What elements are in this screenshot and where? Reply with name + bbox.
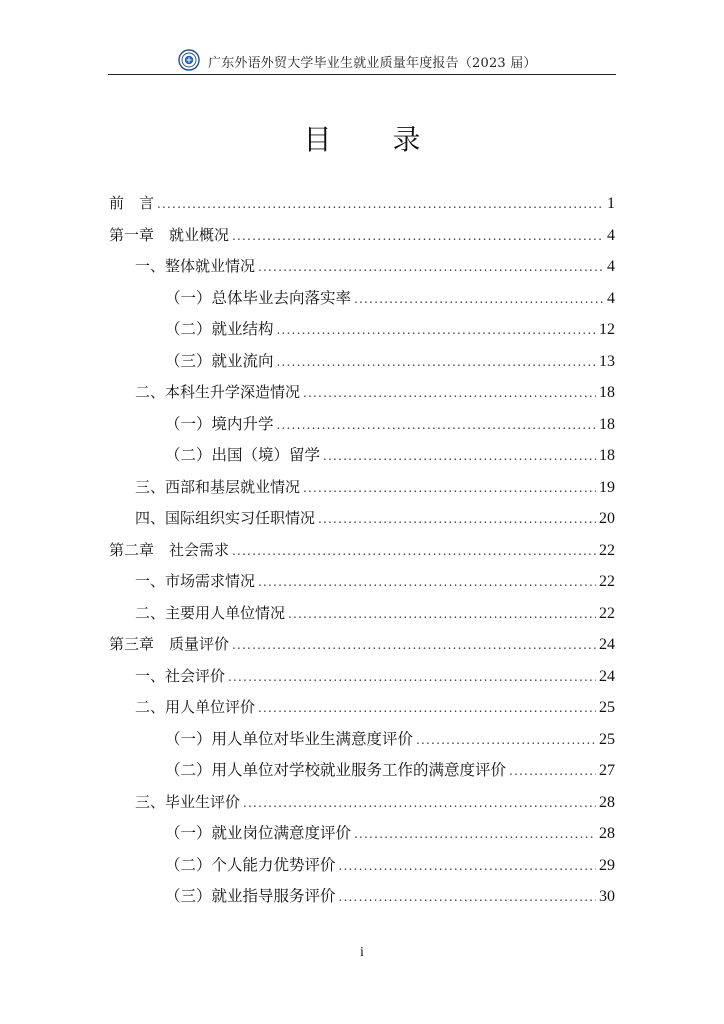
toc-dot-leader	[339, 882, 596, 914]
toc-entry-title: （二）用人单位对学校就业服务工作的满意度评价	[165, 761, 507, 779]
toc-dot-leader	[228, 662, 596, 694]
toc-entry[interactable]	[109, 314, 615, 346]
toc-entry-title: （二）就业结构	[165, 320, 274, 338]
toc-entry-title: （三）就业指导服务评价	[165, 887, 336, 905]
toc-entry-title: 二、本科生升学深造情况	[135, 383, 301, 401]
toc-entry-page: 25	[599, 699, 615, 716]
toc-entry-page: 18	[599, 384, 615, 401]
toc-entry-page: 1	[607, 195, 615, 212]
toc-entry[interactable]	[109, 440, 615, 472]
toc-entry[interactable]	[109, 598, 615, 630]
toc-dot-leader	[277, 315, 596, 347]
toc-entry[interactable]	[109, 283, 615, 315]
toc-dot-leader	[243, 788, 596, 820]
header-title: 广东外语外贸大学毕业生就业质量年度报告（2023 届）	[208, 56, 537, 71]
toc-entry[interactable]	[109, 220, 615, 252]
toc-entry-title: （二）出国（境）留学	[165, 446, 321, 464]
toc-dot-leader	[323, 441, 596, 473]
toc-entry-page: 24	[599, 636, 615, 653]
toc-entry-page: 22	[599, 604, 615, 622]
toc-dot-leader	[232, 221, 604, 253]
toc-entry[interactable]	[109, 661, 615, 693]
toc-entry-page: 4	[607, 226, 615, 244]
toc-dot-leader	[277, 410, 596, 442]
toc-entry-page: 28	[599, 825, 615, 842]
toc-dot-leader	[354, 284, 604, 316]
toc-dot-leader	[509, 756, 596, 788]
toc-dot-leader	[288, 599, 596, 631]
toc-entry[interactable]	[109, 755, 615, 787]
toc-entry-title: （一）总体毕业去向落实率	[165, 288, 352, 307]
toc-entry-page: 28	[599, 793, 615, 811]
toc-entry-page: 22	[599, 541, 615, 559]
toc-entry-page: 24	[599, 667, 615, 685]
toc-dot-leader	[303, 473, 596, 505]
toc-dot-leader	[258, 567, 596, 599]
toc-entry-page: 27	[599, 762, 615, 779]
toc-entry-page: 12	[599, 321, 615, 338]
toc-entry-page: 13	[599, 352, 615, 370]
toc-dot-leader	[258, 693, 596, 725]
page-number: i	[360, 945, 364, 960]
toc-entry-title: 一、市场需求情况	[135, 572, 256, 590]
toc-entry[interactable]	[109, 818, 615, 850]
toc-dot-leader	[339, 851, 596, 883]
toc-entry-title: 二、主要用人单位情况	[135, 603, 286, 622]
toc-dot-leader	[354, 819, 596, 851]
toc-entry[interactable]	[109, 629, 615, 661]
toc-entry-title: 第一章 就业概况	[109, 225, 230, 244]
toc-entry-title: 二、用人单位评价	[135, 698, 256, 716]
toc-entry[interactable]	[109, 850, 615, 882]
toc-dot-leader	[303, 378, 596, 410]
toc-entry-title: （二）个人能力优势评价	[165, 855, 336, 874]
toc-entry-title: 四、国际组织实习任职情况	[135, 509, 316, 527]
toc-entry[interactable]	[109, 188, 615, 220]
toc-entry[interactable]	[109, 535, 615, 567]
toc-entry-page: 18	[599, 447, 615, 464]
toc-entry[interactable]	[109, 377, 615, 409]
page-header	[108, 42, 616, 75]
toc-dot-leader	[232, 630, 596, 662]
toc-entry-title: 一、整体就业情况	[135, 257, 256, 275]
toc-entry-page: 18	[599, 415, 615, 433]
toc-entry[interactable]	[109, 472, 615, 504]
toc-entry-page: 19	[599, 478, 615, 496]
toc-entry[interactable]	[109, 409, 615, 441]
toc-entry-page: 20	[599, 510, 615, 527]
toc-title: 目 录	[303, 123, 447, 156]
university-seal-icon	[178, 49, 200, 71]
toc-entry-title: （一）用人单位对毕业生满意度评价	[165, 729, 414, 748]
toc-dot-leader	[277, 347, 596, 379]
toc-entry-page: 25	[599, 730, 615, 748]
toc-entry-page: 22	[599, 573, 615, 590]
toc-entry-title: （三）就业流向	[165, 351, 274, 370]
toc-entry-page: 4	[607, 258, 615, 275]
toc-entry-title: 三、毕业生评价	[135, 792, 241, 811]
toc-entry[interactable]	[109, 724, 615, 756]
toc-entry-title: 三、西部和基层就业情况	[135, 477, 301, 496]
toc-entry-title: 第三章 质量评价	[109, 635, 230, 653]
toc-entry-page: 29	[599, 856, 615, 874]
toc-dot-leader	[318, 504, 596, 536]
toc-entry-page: 30	[599, 888, 615, 905]
toc-entry-title: 前 言	[109, 194, 155, 212]
toc-entry-title: 一、社会评价	[135, 666, 226, 685]
toc-entry[interactable]	[109, 251, 615, 283]
toc-entry-title: （一）就业岗位满意度评价	[165, 824, 352, 842]
toc-dot-leader	[157, 189, 604, 221]
toc-entry[interactable]	[109, 692, 615, 724]
toc-entry-title: 第二章 社会需求	[109, 540, 230, 559]
toc-entry[interactable]	[109, 566, 615, 598]
toc-entry[interactable]	[109, 503, 615, 535]
table-of-contents	[109, 188, 615, 913]
toc-dot-leader	[258, 252, 604, 284]
toc-dot-leader	[416, 725, 596, 757]
toc-entry-title: （一）境内升学	[165, 414, 274, 433]
toc-entry[interactable]	[109, 346, 615, 378]
toc-entry-page: 4	[607, 289, 615, 307]
toc-entry[interactable]	[109, 787, 615, 819]
toc-entry[interactable]	[109, 881, 615, 913]
toc-dot-leader	[232, 536, 596, 568]
